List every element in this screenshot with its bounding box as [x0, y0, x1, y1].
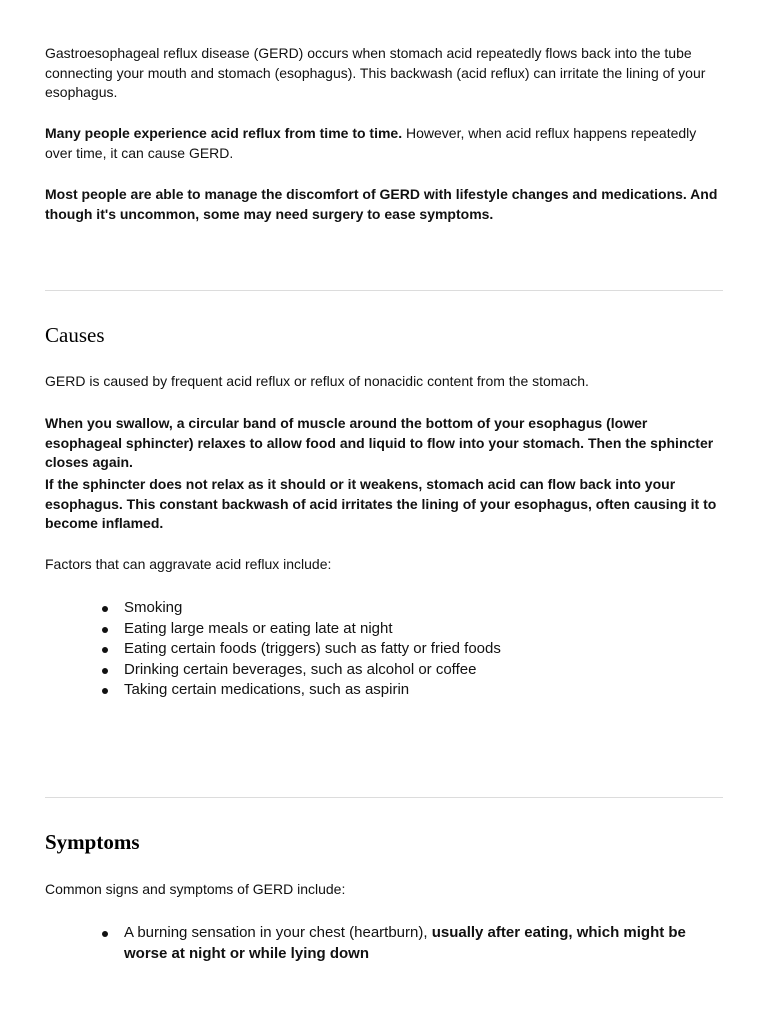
intro-paragraph-2	[45, 124, 723, 163]
list-item: Eating certain foods (triggers) such as fatty or fried foods	[45, 639, 723, 660]
symptom-list	[45, 923, 723, 964]
symptom-text: A burning sensation in your chest (heartburn),	[124, 924, 432, 941]
symptom-emphasis: usually after eating, which might be worse at night or while lying down	[124, 924, 686, 962]
causes-paragraph-2: When you swallow, a circular band of muscle around the bottom of your esophagus (lower esophageal sphincter) relaxes to allow food and liquid to flow into your stomach. Then the sphincter closes again.	[45, 415, 714, 470]
causes-paragraph-3: If the sphincter does not relax as it should or it weakens, stomach acid can flow back into your esophagus. This constant backwash of acid irritates the lining of your esophagus, often causing it to become inflamed.	[45, 476, 717, 531]
causes-paragraph: GERD is caused by frequent acid reflux or reflux of nonacidic content from the stomach.	[45, 373, 589, 389]
symptoms-paragraph: Common signs and symptoms of GERD include:	[45, 881, 346, 897]
list-item: Eating large meals or eating late at night	[45, 619, 723, 640]
intro-paragraph: Gastroesophageal reflux disease (GERD) occurs when stomach acid repeatedly flows back into the tube connecting your mouth and stomach (esophagus). This backwash (acid reflux) can irritate the lining of your esophagus.	[45, 45, 706, 100]
intro-text: However, when acid reflux happens repeatedly over time, it can cause GERD.	[45, 125, 697, 161]
list-item: Drinking certain beverages, such as alcohol or coffee	[45, 660, 723, 681]
causes-heading: Causes	[45, 323, 105, 347]
list-item: Taking certain medications, such as aspirin	[45, 680, 723, 701]
section-divider	[45, 797, 723, 798]
intro-paragraph-3: Most people are able to manage the discomfort of GERD with lifestyle changes and medications. And though it's uncommon, some may need surgery to ease symptoms.	[45, 186, 718, 222]
risk-factor-list	[45, 598, 723, 701]
symptoms-heading: Symptoms	[45, 830, 140, 854]
list-item: Smoking	[45, 598, 723, 619]
section-divider	[45, 290, 723, 291]
list-item	[45, 923, 723, 964]
intro-emphasis: Many people experience acid reflux from time to time.	[45, 125, 403, 141]
factors-intro: Factors that can aggravate acid reflux include:	[45, 556, 332, 572]
